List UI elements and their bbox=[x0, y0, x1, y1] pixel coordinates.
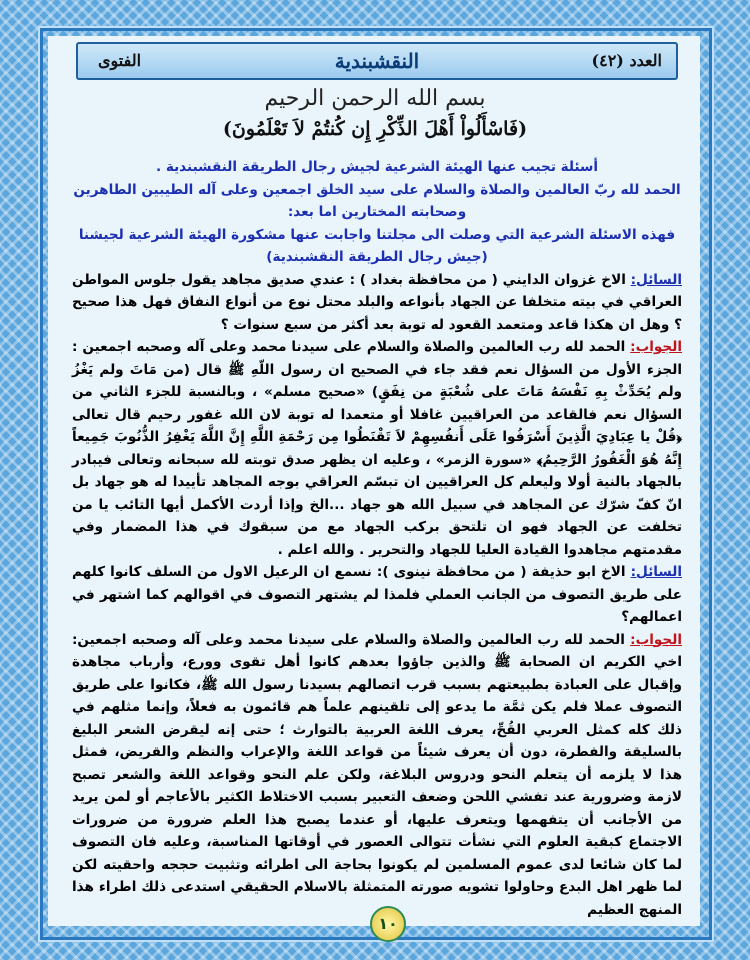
question-text: الاخ غزوان الدايني ( من محافظة بغداد ) : عندي صديق مجاهد يقول جلوس المواطن العراقي في بيته متخلفا عن الجهاد بأنواعه والبلد محتل نوع من أنواع النفاق فهل هذا صحيح ؟ وهل ان هكذا قاعد ومتعمد القعود له توبة بعد أكثر من سبع سنوات ؟ bbox=[72, 271, 682, 333]
intro-praise: الحمد لله ربّ العالمين والصلاة والسلام على سيد الخلق اجمعين وعلى آله الطيبين الطاهرين وصحابته المختارين اما بعد: bbox=[73, 181, 681, 220]
page-number-badge: ١٠ bbox=[370, 906, 406, 942]
masthead-title: النقشبندية bbox=[334, 49, 420, 73]
question-1 bbox=[72, 269, 682, 337]
basmala: بسم الله الرحمن الرحيم bbox=[264, 86, 486, 111]
quran-verse: (فَاسْأَلُواْ أَهْلَ الذِّكْرِ إِن كُنتُمْ لاَ تَعْلَمُونَ) bbox=[222, 118, 528, 140]
answer-text: الحمد لله رب العالمين والصلاة والسلام على سيدنا محمد وعلى آله وصحبه اجمعين: اخي الكريم ان الصحابة ﷺ والذين جاؤوا بعدهم كانوا أهل تقوى وورع، وأرباب مجاهدة وإقبال على العبادة بطبيعتهم بسبب قرب اتصالهم بسيدنا رسول الله ﷺ، فكانوا على طريق التصوف عملا فلم يكن ثمَّة ما يدعو إلى تلقينهم علماً هم قائمون به فعلاً، وإنما مثلهم في ذلك كله كمثل العربي القُحِّ، يعرف اللغة العربية بالتوارث ؛ حتى إنه ليقرض الشعر البليغ بالسليقة والفطرة، دون أن يعرف شيئاً من قواعد اللغة والإعراب والنظم والقريض، فمثل هذا لا يلزمه أن يتعلم النحو ودروس البلاغة، ولكن علم النحو وقواعد اللغة والشعر تصبح لازمة وضرورية عند تفشي اللحن وضعف التعبير بسبب الاختلاط الكثير بالأعاجم أو لمن يريد من الأجانب أن يتفهمها ويتعرف عليها، أو عندما يصبح هذا العلم ضرورة من ضرورات الاجتماع كبقية العلوم التي نشأت تتوالى العصور في أوقاتها المناسبة، وعليه فان التصوف لما كان شائعا لدى عموم المسلمين لم يكونوا بحاجة الى اطرائه وتثبيت حججه واحقيته لكن لما ظهر اهل البدع وحاولوا تشويه صورته المتمثلة بالاسلام الحقيقي استدعى ذلك اطراء هذا المنهج العظيم bbox=[72, 631, 682, 918]
question-text: الاخ ابو حذيفة ( من محافظة نينوى ): نسمع ان الرعيل الاول من السلف كانوا كلهم على طريق التصوف من الجانب العملي فلمذا لم يشتهر التصوف في اقوالهم كما اشتهر في اعمالهم؟ bbox=[72, 564, 682, 625]
intro-note: فهذه الاسئلة الشرعية التي وصلت الى مجلتنا واجابت عنها مشكورة الهيئة الشرعية لجيشنا (جيش رجال الطريقة النقشبندية) bbox=[78, 226, 676, 265]
article-body bbox=[72, 156, 682, 921]
page-header bbox=[76, 42, 678, 80]
answer-label: الجواب: bbox=[630, 631, 682, 648]
answer-label: الجواب: bbox=[630, 339, 682, 355]
question-2 bbox=[72, 561, 682, 629]
answer-2 bbox=[72, 629, 682, 922]
answer-1 bbox=[72, 336, 682, 561]
answer-text: الحمد لله رب العالمين والصلاة والسلام على سيدنا محمد وعلى آله وصحبه اجمعين : الجزء الأول من السؤال نعم فقد جاء في الصحيح ان رسول اللّهِ ﷺ قال (من مَاتَ ولم يَغْزُ ولم يُحَدِّثْ بِهِ نَفْسَهُ مَاتَ على شُعْبَةٍ من نِفَقٍ) «صحيح مسلم» ، وبالنسبة للجزء الثاني من السؤال نعم فالقاعد من العراقيين غافلا أو متعمدا له توبة لان الله غفور رحيم قال تعالى ﴿قُلْ يا عِبَادِيَ الَّذِينَ أَسْرَفُوا عَلَى أَنفُسِهِمْ لاَ تَقْنَطُوا مِن رَحْمَةِ اللَّهِ إِنَّ اللَّهَ يَغْفِرُ الذُّنُوبَ جَمِيعاً إِنَّهُ هُوَ الْغَفُورُ الرَّحِيمُ﴾ «سورة الزمر» ، وعليه ان يظهر صدق توبته لله سبحانه وتعالى فيبادر بالجهاد بالنية أولا وليعلم كل العراقيين ان تبسّم العراقي بوجه المجاهد تأييدا له هو جهاد بل انّ كفّ شرّك عن المجاهد في سبيل الله هو جهاد ...الخ وإذا أردت الأكمل أيها التائب يا من تخلفت عن الجهاد فهو ان تلتحق بركب الجهاد مع من سبقوك في هذا المضمار وفي مقدمتهم مجاهدوا القيادة العليا للجهاد والتحرير . والله اعلم . bbox=[72, 339, 682, 558]
section-title: الفتوى bbox=[98, 51, 142, 70]
question-label: السائل: bbox=[630, 564, 682, 580]
issue-number: العدد (٤٢) bbox=[591, 51, 662, 70]
intro-title: أسئلة تجيب عنها الهيئة الشرعية لجيش رجال الطريقة النقشبندية . bbox=[155, 159, 599, 175]
question-label: السائل: bbox=[630, 271, 682, 288]
